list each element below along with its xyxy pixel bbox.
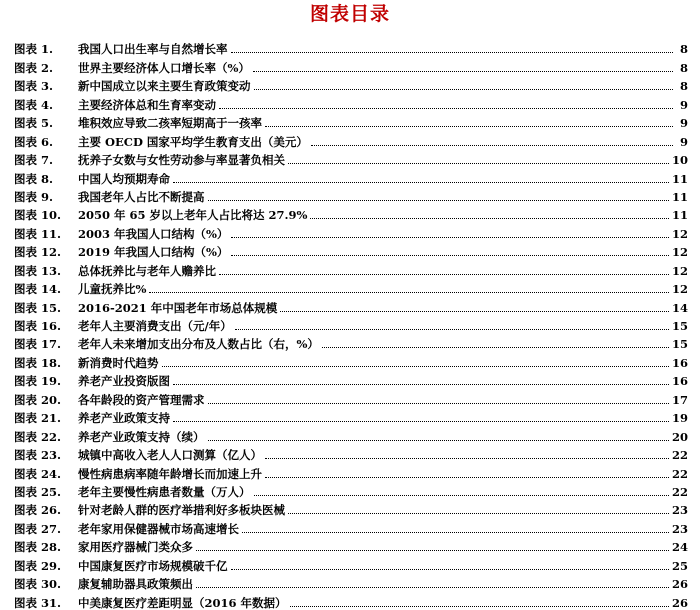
page-number: 8 [679,79,688,94]
toc-entry[interactable] [14,296,688,314]
dot-leader [280,311,669,312]
dot-leader [265,126,673,127]
figure-number: 图表 17. [14,337,62,352]
dot-leader [231,255,669,256]
toc-entry[interactable] [14,315,688,333]
toc-entry[interactable] [14,38,688,56]
dot-leader [173,421,669,422]
figure-number: 图表 1. [14,42,54,57]
dot-leader [173,182,669,183]
page-number: 22 [671,448,688,463]
dot-leader [196,587,669,588]
dot-leader [149,292,669,293]
figure-caption-link[interactable]: 总体抚养比与老年人赡养比 [78,263,216,278]
page-number: 12 [671,282,688,297]
toc-entry[interactable] [14,370,688,388]
dot-leader [290,606,669,607]
dot-leader [254,89,674,90]
toc-entry[interactable] [14,536,688,554]
figure-number: 图表 10. [14,208,62,223]
page-number: 8 [679,42,688,57]
toc-entry[interactable] [14,259,688,277]
figure-number: 图表 31. [14,595,62,610]
figure-caption-link[interactable]: 新中国成立以来主要生育政策变动 [78,79,251,94]
figure-number: 图表 15. [14,300,62,315]
figure-caption-link[interactable]: 我国老年人占比不断提高 [78,189,205,204]
figure-number: 图表 4. [14,97,54,112]
page-number: 16 [671,355,688,370]
toc-entry[interactable] [14,591,688,609]
toc-entry[interactable] [14,517,688,535]
toc-entry[interactable] [14,186,688,204]
page-number: 9 [679,97,688,112]
figure-number: 图表 27. [14,521,62,536]
page-number: 16 [671,374,688,389]
figure-number: 图表 2. [14,60,54,75]
dot-leader [231,52,674,53]
toc-entry[interactable] [14,499,688,517]
figure-number: 图表 3. [14,79,54,94]
dot-leader [208,440,669,441]
toc-entry[interactable] [14,204,688,222]
page-number: 10 [671,153,688,168]
figure-caption-link[interactable]: 老年人主要消费支出（元/年） [78,319,232,333]
figure-caption-link[interactable]: 老年家用保健器械市场高速增长 [78,521,239,536]
toc-entry[interactable] [14,444,688,462]
figure-caption-link[interactable]: 中国康复医疗市场规模破千亿 [78,558,228,573]
toc-entry[interactable] [14,130,688,148]
page-number: 12 [671,245,688,260]
figure-caption-link[interactable]: 养老产业政策支持（续） [78,429,205,444]
figure-number: 图表 9. [14,189,54,204]
toc-entry[interactable] [14,425,688,443]
figure-number: 图表 28. [14,540,62,555]
page-number: 12 [671,263,688,278]
figure-number: 图表 14. [14,282,62,297]
page-number: 15 [671,337,688,352]
figure-number: 图表 18. [14,355,62,370]
toc-entry[interactable] [14,93,688,111]
figure-caption-link[interactable]: 中国人均预期寿命 [78,171,170,186]
figure-caption-link[interactable]: 堆积效应导致二孩率短期高于一孩率 [78,116,262,131]
figure-caption-link[interactable]: 2016-2021 年中国老年市场总体规模 [78,300,278,315]
toc-entry[interactable] [14,112,688,130]
figure-caption-link[interactable]: 养老产业政策支持 [78,411,170,426]
page-number: 23 [671,503,688,518]
figure-caption-link[interactable]: 我国人口出生率与自然增长率 [78,42,228,57]
page-number: 15 [671,319,688,333]
figure-number: 图表 26. [14,503,62,518]
figure-caption-link[interactable]: 针对老龄人群的医疗举措利好多板块医械 [78,503,285,518]
page-number: 11 [671,171,688,186]
dot-leader [254,495,669,496]
toc-entry[interactable] [14,462,688,480]
figure-number: 图表 8. [14,171,54,186]
figure-caption-link[interactable]: 康复辅助器具政策频出 [78,577,193,592]
table-of-figures [14,38,688,610]
figure-number: 图表 13. [14,263,62,278]
dot-leader [219,108,673,109]
figure-number: 图表 7. [14,153,54,168]
figure-caption-link[interactable]: 2003 年我国人口结构（%） [78,226,229,241]
page-number: 20 [671,429,688,444]
figure-number: 图表 20. [14,392,62,407]
page-number: 26 [671,577,688,592]
toc-entry[interactable] [14,554,688,572]
toc-entry[interactable] [14,351,688,369]
dot-leader [219,274,669,275]
figure-number: 图表 6. [14,134,54,149]
dot-leader [242,532,669,533]
toc-entry[interactable] [14,167,688,185]
dot-leader [208,403,669,404]
page-number: 8 [679,60,688,75]
page-number: 17 [671,392,688,407]
toc-entry[interactable] [14,278,688,296]
figure-caption-link[interactable]: 2019 年我国人口结构（%） [78,245,229,260]
figure-number: 图表 11. [14,226,62,241]
toc-entry[interactable] [14,573,688,591]
toc-entry[interactable] [14,241,688,259]
dot-leader [231,237,669,238]
figure-caption-link[interactable]: 儿童抚养比% [78,282,147,297]
page-number: 23 [671,521,688,536]
dot-leader [288,513,669,514]
dot-leader [173,384,669,385]
page-number: 9 [679,116,688,131]
figure-number: 图表 24. [14,466,62,481]
dot-leader [265,477,669,478]
figure-number: 图表 25. [14,484,62,499]
dot-leader [231,569,669,570]
figure-caption-link[interactable]: 主要经济体总和生育率变动 [78,97,216,112]
page-number: 19 [671,411,688,426]
figure-caption-link[interactable]: 老年人未来增加支出分布及人数占比（右，%） [78,337,319,352]
figure-caption-link[interactable]: 抚养子女数与女性劳动参与率显著负相关 [78,153,285,168]
toc-title: 图表目录 [309,3,390,25]
page-number: 11 [671,189,688,204]
figure-caption-link[interactable]: 中美康复医疗差距明显（2016 年数据） [78,595,287,610]
dot-leader [235,329,669,330]
dot-leader [310,218,669,219]
figure-caption-link[interactable]: 世界主要经济体人口增长率（%） [78,60,250,75]
figure-number: 图表 29. [14,558,62,573]
figure-number: 图表 16. [14,319,62,333]
figure-number: 图表 23. [14,448,62,463]
dot-leader [288,163,669,164]
toc-entry[interactable] [14,407,688,425]
figure-caption-link[interactable]: 新消费时代趋势 [78,355,159,370]
figure-number: 图表 30. [14,577,62,592]
figure-caption-link[interactable]: 养老产业投资版图 [78,374,170,389]
page-number: 24 [671,540,688,555]
page-number: 14 [671,300,688,315]
page-number: 22 [671,484,688,499]
page-number: 12 [671,226,688,241]
figure-caption-link[interactable]: 主要 OECD 国家平均学生教育支出（美元） [78,134,308,149]
dot-leader [311,145,673,146]
figure-caption-link[interactable]: 慢性病患病率随年龄增长而加速上升 [78,466,262,481]
toc-entry[interactable] [14,388,688,406]
figure-number: 图表 19. [14,374,62,389]
figure-number: 图表 21. [14,411,62,426]
toc-entry[interactable] [14,481,688,499]
figure-number: 图表 22. [14,429,62,444]
dot-leader [322,347,669,348]
dot-leader [196,550,669,551]
toc-entry[interactable] [14,149,688,167]
figure-number: 图表 12. [14,245,62,260]
dot-leader [208,200,669,201]
page-number: 11 [671,208,688,223]
toc-entry[interactable] [14,222,688,240]
figure-caption-link[interactable]: 各年龄段的资产管理需求 [78,392,205,407]
toc-entry[interactable] [14,56,688,74]
page-number: 26 [671,595,688,610]
figure-number: 图表 5. [14,116,54,131]
page-number: 9 [679,134,688,149]
figure-caption-link[interactable]: 2050 年 65 岁以上老年人占比将达 27.9% [78,208,308,223]
figure-caption-link[interactable]: 家用医疗器械门类众多 [78,540,193,555]
toc-entry[interactable] [14,75,688,93]
dot-leader [253,71,673,72]
toc-entry[interactable] [14,333,688,351]
page-number: 22 [671,466,688,481]
dot-leader [265,458,669,459]
page-number: 25 [671,558,688,573]
figure-caption-link[interactable]: 老年主要慢性病患者数量（万人） [78,484,251,499]
figure-caption-link[interactable]: 城镇中高收入老人人口测算（亿人） [78,448,262,463]
dot-leader [162,366,669,367]
